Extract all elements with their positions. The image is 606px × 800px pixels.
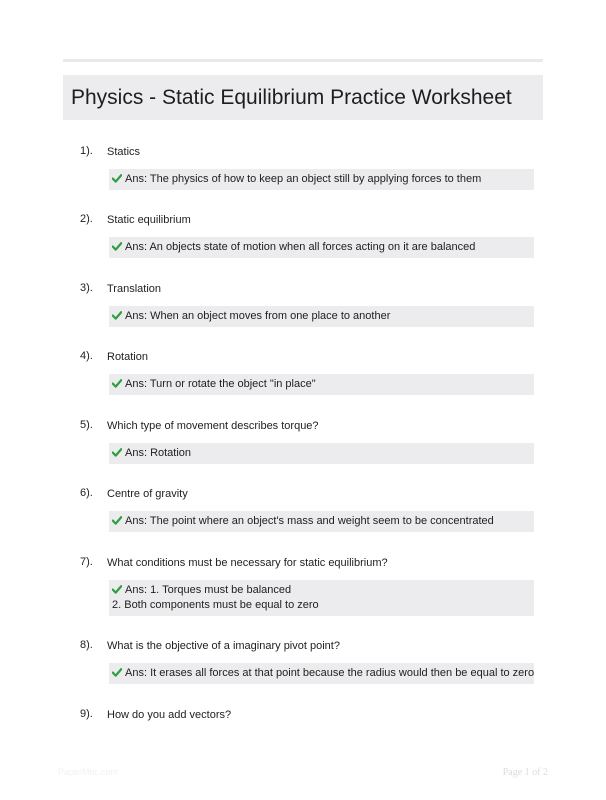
answer-box — [109, 443, 534, 464]
question-number: 6). — [80, 487, 93, 499]
question-text: Translation — [107, 283, 162, 295]
question-number: 7). — [80, 556, 93, 568]
question-text: What conditions must be necessary for static equilibrium? — [107, 557, 388, 569]
answer-text: Ans: Rotation — [125, 447, 192, 459]
page-title: Physics - Static Equilibrium Practice Worksheet — [71, 86, 512, 109]
answer-box — [109, 511, 534, 532]
answer-box — [109, 237, 534, 258]
question-text: Centre of gravity — [107, 488, 188, 500]
title-box — [63, 75, 543, 120]
checkmark-icon — [112, 379, 122, 388]
footer-page-number: Page 1 of 2 — [502, 767, 548, 778]
question-number: 4). — [80, 350, 93, 362]
answer-box — [109, 169, 534, 190]
answer-text: Ans: Turn or rotate the object "in place" — [125, 378, 316, 390]
checkmark-icon — [112, 668, 122, 677]
answer-text: Ans: An objects state of motion when all forces acting on it are balanced — [125, 241, 476, 253]
answer-text: Ans: 1. Torques must be balanced — [125, 584, 292, 596]
answer-box — [109, 374, 534, 395]
question-text: What is the objective of a imaginary pivot point? — [107, 640, 340, 652]
question-number: 8). — [80, 639, 93, 651]
question-text: Rotation — [107, 351, 148, 363]
answer-box — [109, 663, 534, 684]
question-number: 5). — [80, 419, 93, 431]
question-text: Which type of movement describes torque? — [107, 420, 319, 432]
answer-text: Ans: When an object moves from one place to another — [125, 310, 391, 322]
answer-box — [109, 580, 534, 616]
checkmark-icon — [112, 311, 122, 320]
checkmark-icon — [112, 242, 122, 251]
top-rule — [63, 59, 543, 62]
answer-text: Ans: The physics of how to keep an object still by applying forces to them — [125, 173, 482, 185]
question-text: Static equilibrium — [107, 214, 191, 226]
question-number: 1). — [80, 145, 93, 157]
checkmark-icon — [112, 516, 122, 525]
question-number: 2). — [80, 213, 93, 225]
checkmark-icon — [112, 585, 122, 594]
answer-text: 2. Both components must be equal to zero — [112, 599, 319, 611]
checkmark-icon — [112, 174, 122, 183]
question-number: 9). — [80, 708, 93, 720]
checkmark-icon — [112, 448, 122, 457]
question-number: 3). — [80, 282, 93, 294]
answer-box — [109, 306, 534, 327]
answer-text: Ans: It erases all forces at that point because the radius would then be equal to zero — [125, 667, 535, 679]
footer-site: PaperMtic.com — [58, 767, 119, 777]
answer-text: Ans: The point where an object's mass and weight seem to be concentrated — [125, 515, 494, 527]
question-text: Statics — [107, 146, 141, 158]
question-text: How do you add vectors? — [107, 709, 232, 721]
